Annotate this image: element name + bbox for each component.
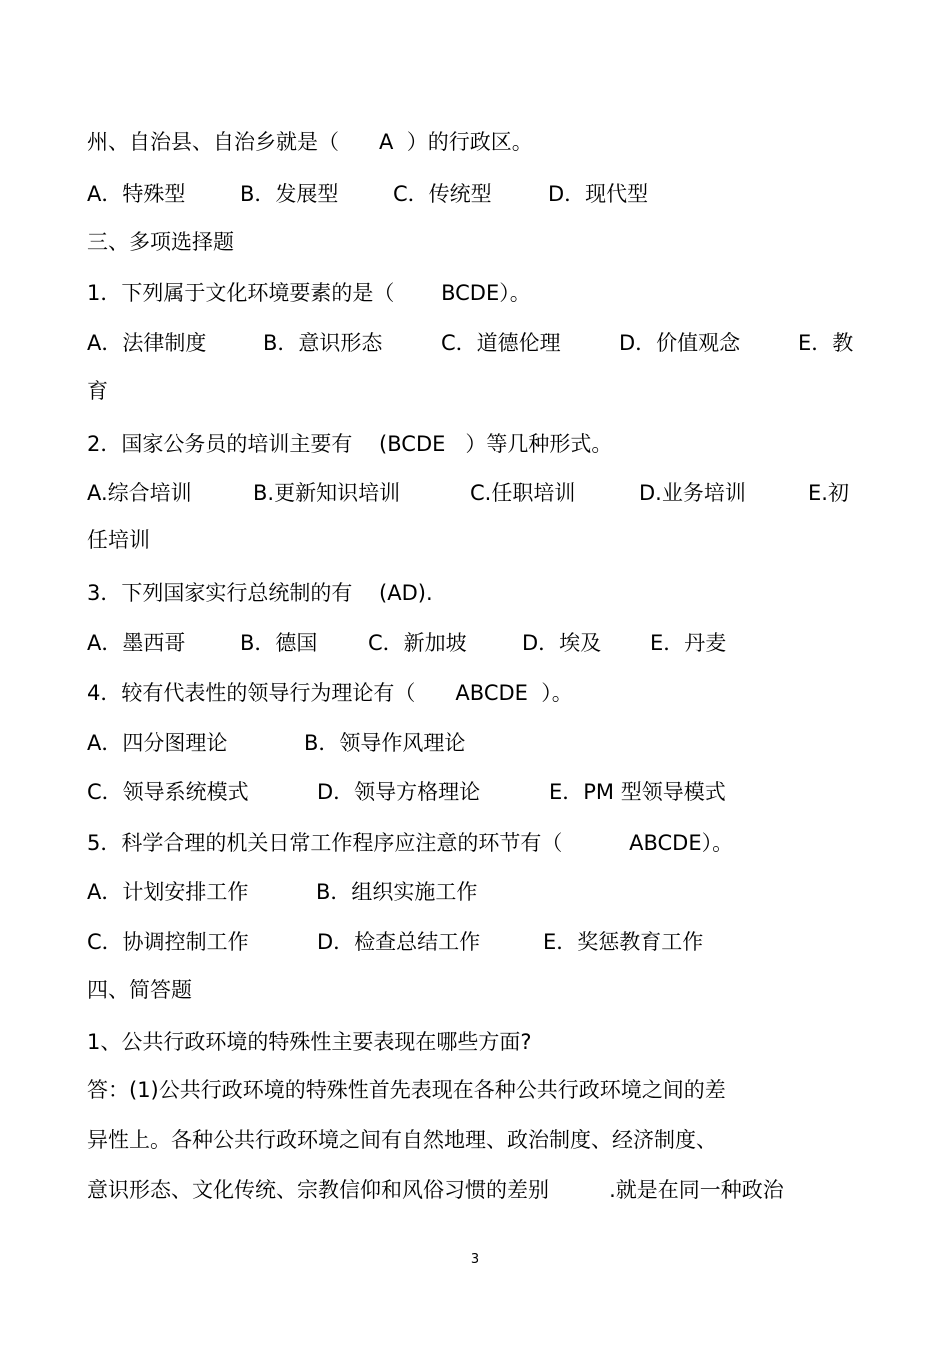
question-2: 2．国家公务员的培训主要有 (BCDE ）等几种形式。 [87,432,613,456]
option-c: C．传统型 [393,182,492,206]
option-b: B．德国 [240,631,318,655]
option-b: B．发展型 [240,182,339,206]
question-5: 5．科学合理的机关日常工作程序应注意的环节有（ ABCDE）。 [87,831,734,855]
option-e: E.初 [808,481,849,505]
option-c: C．新加坡 [368,631,467,655]
option-b: B.更新知识培训 [253,481,401,505]
option-c: C．道德伦理 [441,331,561,355]
option-a: A．四分图理论 [87,731,228,755]
option-d: D.业务培训 [639,481,746,505]
option-a: A．墨西哥 [87,631,186,655]
option-d: D．领导方格理论 [317,780,481,804]
option-continuation: 育 [87,379,108,403]
option-a: A．计划安排工作 [87,880,249,904]
option-b: B．组织实施工作 [316,880,478,904]
option-e: E．丹麦 [650,631,727,655]
answer-paragraph-line: 答：(1)公共行政环境的特殊性首先表现在各种公共行政环境之间的差 [87,1078,726,1102]
option-e: E．PM 型领导模式 [549,780,726,804]
option-b: B．意识形态 [263,331,383,355]
answer-paragraph-line: 意识形态、文化传统、宗教信仰和风俗习惯的差别 .就是在同一种政治 [87,1178,784,1202]
option-d: D．现代型 [548,182,649,206]
section-heading: 三、多项选择题 [87,230,234,254]
option-c: C.任职培训 [470,481,576,505]
short-answer-question: 1、公共行政环境的特殊性主要表现在哪些方面? [87,1030,532,1054]
page-number: 3 [470,1252,480,1267]
option-e: E．奖惩教育工作 [543,930,704,954]
option-a: A．法律制度 [87,331,207,355]
option-a: A.综合培训 [87,481,192,505]
option-c: C．领导系统模式 [87,780,249,804]
option-d: D．检查总结工作 [317,930,481,954]
question-1: 1．下列属于文化环境要素的是（ BCDE）。 [87,281,531,305]
option-d: D．埃及 [522,631,602,655]
option-continuation: 任培训 [87,528,150,552]
section-heading: 四、简答题 [87,978,192,1002]
answer-paragraph-line: 异性上。各种公共行政环境之间有自然地理、政治制度、经济制度、 [87,1128,717,1152]
question-4: 4．较有代表性的领导行为理论有（ ABCDE ）。 [87,681,573,705]
option-a: A．特殊型 [87,182,186,206]
option-b: B．领导作风理论 [304,731,466,755]
option-e: E．教 [798,331,854,355]
option-c: C．协调控制工作 [87,930,249,954]
question-3: 3．下列国家实行总统制的有 (AD). [87,581,433,605]
question-line: 州、自治县、自治乡就是（ A ）的行政区。 [87,130,533,154]
option-d: D．价值观念 [619,331,741,355]
